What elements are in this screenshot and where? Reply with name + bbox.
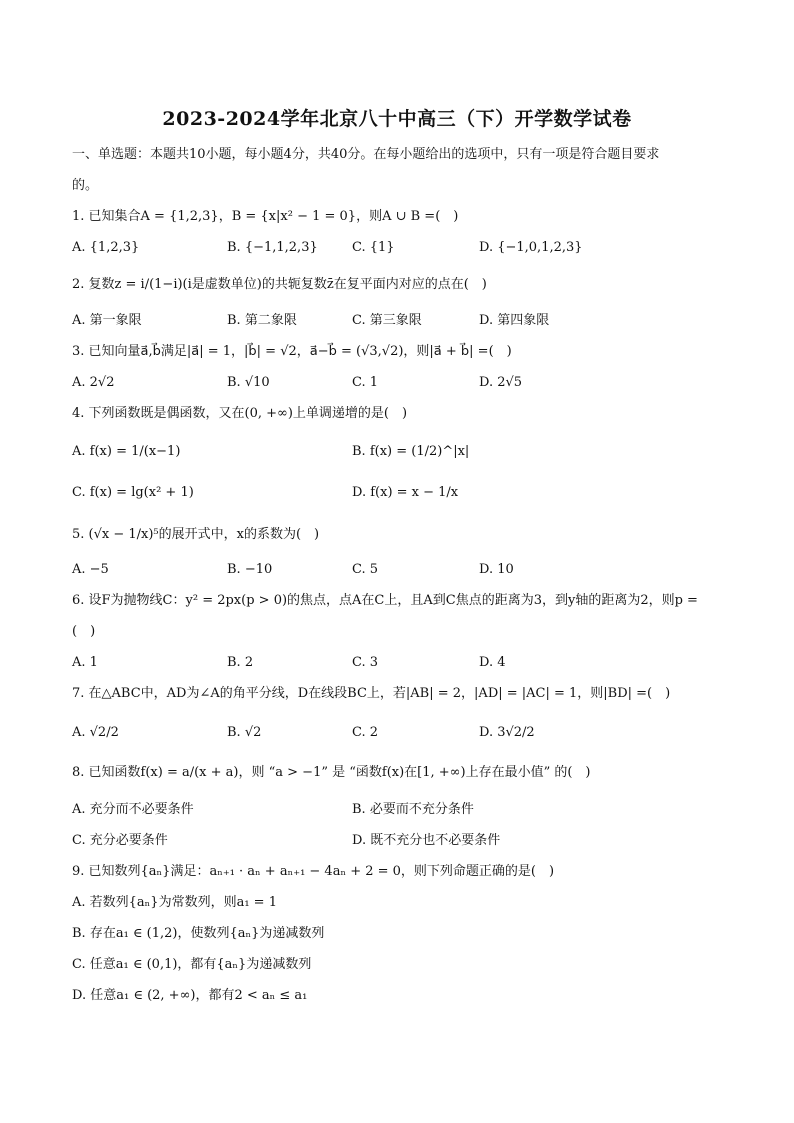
page-title: 2023-2024学年北京八十中高三（下）开学数学试卷: [162, 108, 632, 130]
q6-option-b: B. 2: [227, 655, 254, 670]
q9-option-c: C. 任意a₁ ∈ (0,1)，都有{aₙ}为递减数列: [72, 957, 312, 972]
question-7-stem: 7. 在△ABC中，AD为∠A的角平分线，D在线段BC上，若|AB| = 2，|AD| = |AC| = 1，则|BD| =( ): [72, 686, 671, 701]
q5-option-d: D. 10: [479, 562, 514, 577]
q5-option-c: C. 5: [352, 562, 379, 577]
question-1-stem: 1. 已知集合A = {1,2,3}，B = {x|x² − 1 = 0}，则A ∪ B =( ): [72, 209, 459, 224]
q5-option-b: B. −10: [227, 562, 273, 577]
question-6-stem: 6. 设F为抛物线C：y² = 2px(p > 0)的焦点，点A在C上，且A到C焦点的距离为3，到y轴的距离为2，则p =: [72, 593, 698, 608]
question-2-stem: 2. 复数z = i/(1−i)(i是虚数单位)的共轭复数z̄在复平面内对应的点在( ): [72, 277, 487, 292]
q3-option-a: A. 2√2: [72, 375, 115, 390]
q4-option-b: B. f(x) = (1/2)^|x|: [352, 444, 470, 459]
q8-option-a: A. 充分而不必要条件: [72, 802, 194, 817]
q9-option-b: B. 存在a₁ ∈ (1,2)，使数列{aₙ}为递减数列: [72, 926, 325, 941]
q1-option-b: B. {−1,1,2,3}: [227, 240, 318, 255]
q1-option-d: D. {−1,0,1,2,3}: [479, 240, 583, 255]
q2-option-a: A. 第一象限: [72, 313, 142, 328]
q2-option-b: B. 第二象限: [227, 313, 297, 328]
q7-option-b: B. √2: [227, 725, 262, 740]
q7-option-c: C. 2: [352, 725, 379, 740]
q6-option-c: C. 3: [352, 655, 379, 670]
q2-option-c: C. 第三象限: [352, 313, 422, 328]
section-heading: 一、单选题：本题共10小题，每小题4分，共40分。在每小题给出的选项中，只有一项是符合题目要求: [72, 147, 660, 162]
q4-option-d: D. f(x) = x − 1/x: [352, 485, 459, 500]
q4-option-a: A. f(x) = 1/(x−1): [72, 444, 181, 459]
q7-option-d: D. 3√2/2: [479, 725, 535, 740]
q1-option-c: C. {1}: [352, 240, 395, 255]
question-8-stem: 8. 已知函数f(x) = a/(x + a)，则 “a > −1” 是 “函数f(x)在[1, +∞)上存在最小值” 的( ): [72, 765, 591, 780]
question-4-stem: 4. 下列函数既是偶函数，又在(0, +∞)上单调递增的是( ): [72, 406, 408, 421]
q3-option-b: B. √10: [227, 375, 270, 390]
q7-option-a: A. √2/2: [72, 725, 119, 740]
q9-option-a: A. 若数列{aₙ}为常数列，则a₁ = 1: [72, 895, 277, 910]
section-heading-cont: 的。: [72, 178, 99, 193]
q3-option-d: D. 2√5: [479, 375, 523, 390]
q6-option-a: A. 1: [72, 655, 98, 670]
question-3-stem: 3. 已知向量a⃗,b⃗满足|a⃗| = 1，|b⃗| = √2，a⃗−b⃗ = (√3,√2)，则|a⃗ + b⃗| =( ): [72, 344, 512, 359]
question-6-stem-cont: ( ): [72, 624, 96, 639]
question-5-stem: 5. (√x − 1/x)⁵的展开式中，x的系数为( ): [72, 527, 320, 542]
q8-option-c: C. 充分必要条件: [72, 833, 168, 848]
q5-option-a: A. −5: [72, 562, 109, 577]
q8-option-b: B. 必要而不充分条件: [352, 802, 474, 817]
q6-option-d: D. 4: [479, 655, 506, 670]
q8-option-d: D. 既不充分也不必要条件: [352, 833, 501, 848]
q2-option-d: D. 第四象限: [479, 313, 550, 328]
q1-option-a: A. {1,2,3}: [72, 240, 140, 255]
q3-option-c: C. 1: [352, 375, 379, 390]
q4-option-c: C. f(x) = lg(x² + 1): [72, 485, 194, 500]
question-9-stem: 9. 已知数列{aₙ}满足：aₙ₊₁ · aₙ + aₙ₊₁ − 4aₙ + 2 = 0，则下列命题正确的是( ): [72, 864, 555, 879]
q9-option-d: D. 任意a₁ ∈ (2, +∞)，都有2 < aₙ ≤ a₁: [72, 988, 308, 1003]
